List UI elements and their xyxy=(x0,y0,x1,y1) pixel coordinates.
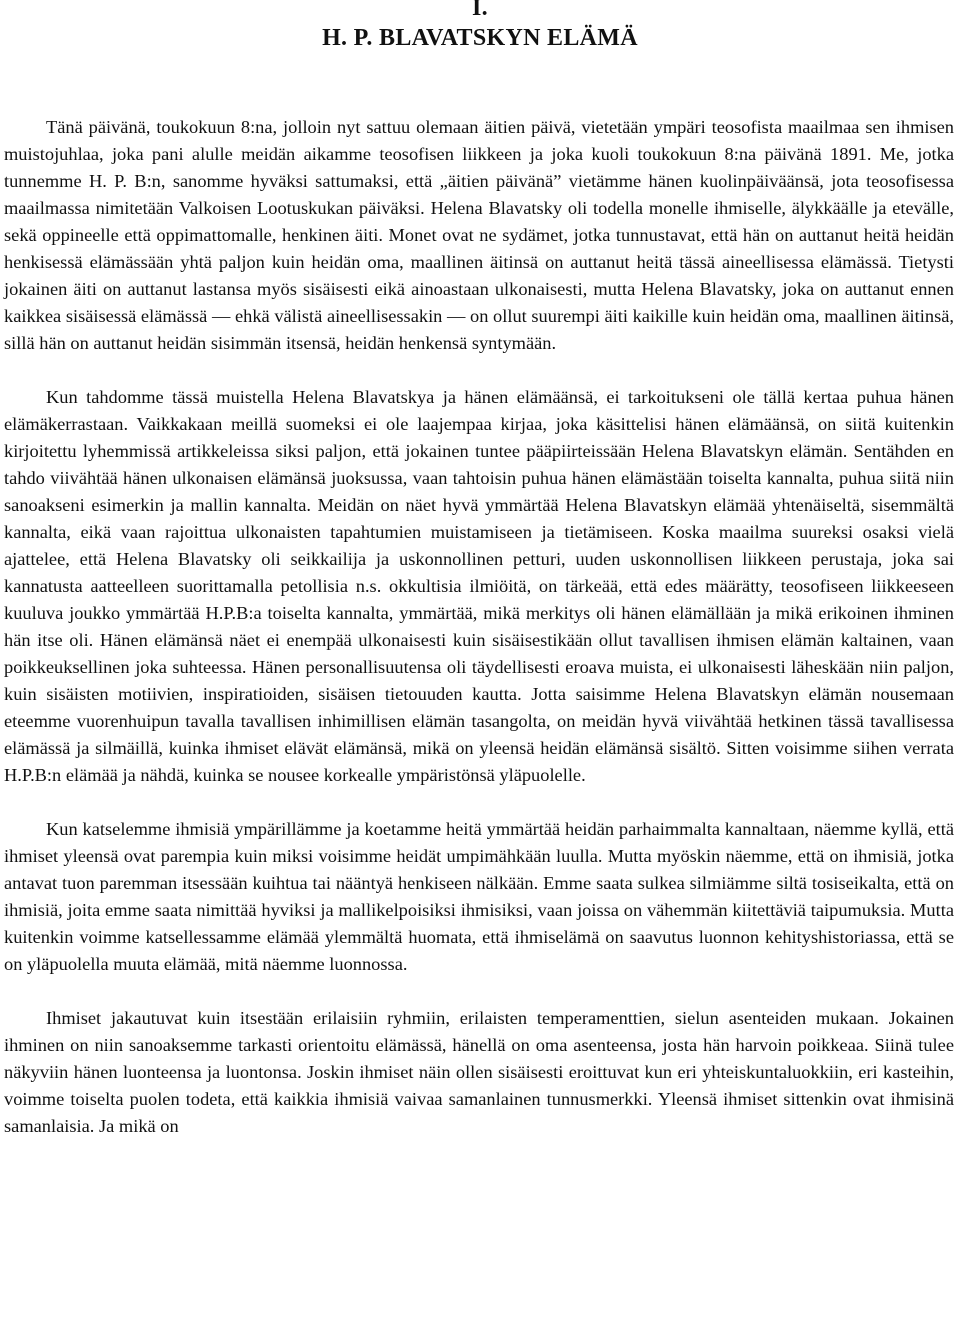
chapter-number: I. xyxy=(472,0,488,21)
chapter-title: H. P. BLAVATSKYN ELÄMÄ xyxy=(322,25,638,51)
paragraph: Tänä päivänä, toukokuun 8:na, jolloin nyt sattuu olemaan äitien päivä, vietetään ympäri teosofista maailmaa sen ihmisen muistojuhlaa, joka pani alulle meidän aikamme teosofisen liikkeen ja joka kuoli toukokuun 8:na päivänä 1891. Me, jotka tunnemme H. P. B:n, sanomme hyväksi sattumaksi, että „äitien päivänä” vietämme hänen kuolinpäiväänsä, jota teosofisessa maailmassa nimitetään Valkoisen Lootuskukan päiväksi. Helena Blavatsky oli todella monelle ihmiselle, älykkäälle ja etevälle, sekä oppineelle että oppimattomalle, henkinen äiti. Monet ovat ne sydämet, jotka tunnustavat, että hän on auttanut heitä heidän henkisessä elämässään yhtä paljon kuin heidän oma, maallinen äitinsä on auttanut heitä tässä aineellisessa elämässä. Tietysti jokainen äiti on auttanut lastansa myös sisäisesti eikä ainoastaan ulkonaisesti, mutta Helena Blavatsky, joka on auttanut ennen kaikkea sisäisessä elämässä — ehkä välistä aineellisessakin — on ollut suurempi äiti kaikille kuin heidän oma, maallinen äitinsä, sillä hän on auttanut heidän sisimmän itsensä, heidän henkensä syntymään. xyxy=(4,117,954,353)
paragraph: Kun tahdomme tässä muistella Helena Blavatskya ja hänen elämäänsä, ei tarkoitukseni ole tällä kertaa puhua hänen elämäkerrastaan. Vaikkakaan meillä suomeksi ei ole laajempaa kirjaa, joka käsittelisi hänen elämäänsä, on siitä kuitenkin kirjoitettu lyhemmissä artikkeleissa siksi paljon, että jokainen tuntee pääpiirteissään Helena Blavatskyn elämän. Sentähden en tahdo viivähtää hänen ulkonaisen elämänsä juoksussa, vaan tahtoisin puhua hänen elämästään toiselta kannalta, puhua siitä niin sanoakseni esimerkin ja mallin kannalta. Meidän on näet hyvä ymmärtää Helena Blavatskyn elämää yhtenäiseltä, sisemmältä kannalta, eikä vaan rajoittua ulkonaisten tapahtumien muistamiseen ja tietämiseen. Koska maailma suureksi osaksi vielä ajattelee, että Helena Blavatsky oli seikkailija ja uskonnollinen petturi, uuden uskonnollisen liikkeen perustaja, joka sai kannatusta aatteelleen suorittamalla petollisia n.s. okkultisia ilmiöitä, on tärkeää, että edes määrätty, teosofiseen liikkeeseen kuuluva joukko ymmärtää H.P.B:a toiselta kannalta, ymmärtää, mikä merkitys oli hänen elämällään ja mikä erikoinen ihminen hän itse oli. Hänen elämänsä näet ei enempää ulkonaisesti kuin sisäisestikään ollut tavallisen ihmisen elämän kaltainen, vaan poikkeuksellinen joka suhteessa. Hänen personallisuutensa oli täydellisesti eroava muista, ei ulkonaisesti läheskään niin paljon, kuin sisäisten motiivien, inspiratioiden, sisäisen tietouuden kautta. Jotta saisimme Helena Blavatskyn elämän nousemaan eteemme vuorenhuipun tavalla tavallisen inhimillisen elämän tasangolta, on meidän hyvä viivähtää hetkinen tässä tavallisessa elämässä ja silmäillä, kuinka ihmiset elävät elämänsä, mikä on yleensä heidän elämänsä sisältö. Sitten voisimme siihen verrata H.P.B:n elämää ja nähdä, kuinka se nousee korkealle ympäristönsä yläpuolelle. xyxy=(4,387,954,785)
chapter-body xyxy=(4,114,954,1140)
paragraph: Ihmiset jakautuvat kuin itsestään erilaisiin ryhmiin, erilaisten temperamenttien, sielun asenteiden mukaan. Jokainen ihminen on niin sanoaksemme tarkasti orientoitu elämässä, hänellä on oma asenteensa, josta hän harvoin poikkeaa. Siinä tulee näkyviin hänen luonteensa ja luontonsa. Joskin ihmiset näin ollen sisäisesti eroittuvat kun eri yhteiskuntaluokkiin, eri kasteihin, voimme toiselta puolen todeta, että kaikkia ihmisiä vaivaa samanlainen tunnusmerkki. Yleensä ihmiset sittenkin ovat ihmisinä samanlaisia. Ja mikä on xyxy=(4,1008,954,1136)
paragraph: Kun katselemme ihmisiä ympärillämme ja koetamme heitä ymmärtää heidän parhaimmalta kannaltaan, näemme kyllä, että ihmiset yleensä ovat parempia kuin miksi voisimme heidät umpimähkään luulla. Mutta myöskin näemme, että on ihmisiä, jotka antavat tuon paremman itsessään kuihtua tai nääntyä henkiseen nälkään. Emme saata sulkea silmiämme siltä tosiseikalta, että on ihmisiä, joita emme saata nimittää hyviksi ja mallikelpoisiksi ihmisiksi, vaan joissa on vähemmän kiitettäviä taipumuksia. Mutta kuitenkin voimme katsellessamme elämää ylemmältä huomata, että ihmiselämä on saavutus luonnon kehityshistoriassa, että se on yläpuolella muuta elämää, mitä näemme luonnossa. xyxy=(4,819,954,974)
